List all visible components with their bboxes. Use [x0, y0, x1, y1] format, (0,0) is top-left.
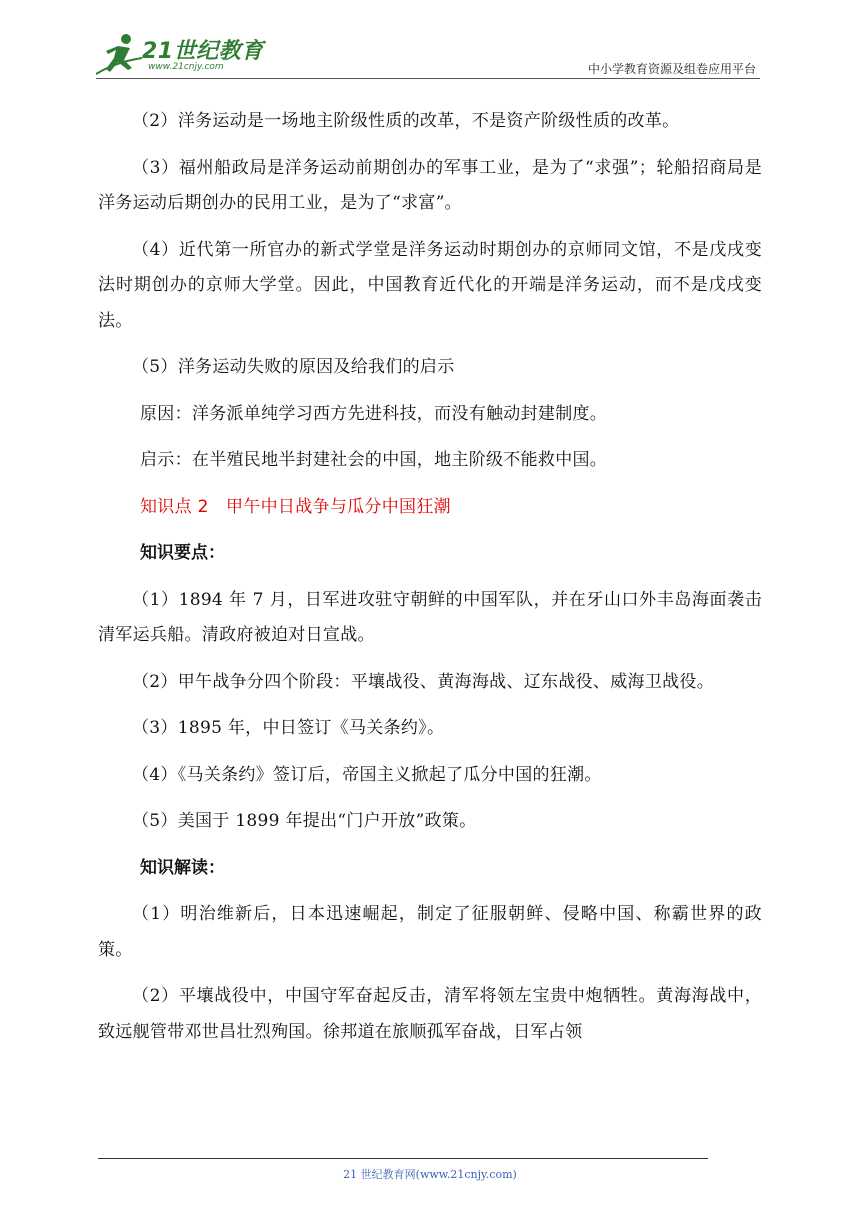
key-point: （3）1895 年，中日签订《马关条约》。	[132, 718, 445, 738]
interpretation-item: （2）平壤战役中，中国守军奋起反击，清军将领左宝贵中炮牺牲。黄海海战中，致远舰管带邓世昌壮烈殉国。徐邦道在旅顺孤军奋战，日军占领	[98, 986, 762, 1042]
key-point: （5）美国于 1899 年提出“门户开放”政策。	[132, 811, 477, 831]
logo-url: www.21cnjy.com	[148, 62, 224, 72]
platform-tagline: 中小学教育资源及组卷应用平台	[587, 62, 756, 76]
key-points-heading: 知识要点：	[140, 543, 225, 563]
page-footer[interactable]: 21 世纪教育网(www.21cnjy.com)	[343, 1168, 517, 1181]
footer-divider	[98, 1158, 708, 1159]
paragraph-reason: 原因：洋务派单纯学习西方先进科技，而没有触动封建制度。	[140, 403, 608, 424]
document-body	[98, 104, 762, 1061]
section-title: 知识点 2 甲午中日战争与瓜分中国狂潮	[140, 496, 451, 517]
interpretation-heading: 知识解读：	[140, 857, 225, 878]
page-header	[96, 28, 760, 80]
runner-icon	[96, 32, 144, 76]
paragraph: （3）福州船政局是洋务运动前期创办的军事工业，是为了“求强”；轮船招商局是洋务运动后期创办的民用工业，是为了“求富”。	[98, 157, 762, 213]
paragraph: （5）洋务运动失败的原因及给我们的启示	[132, 357, 455, 377]
site-logo[interactable]	[96, 32, 266, 76]
paragraph: （2）洋务运动是一场地主阶级性质的改革，不是资产阶级性质的改革。	[132, 111, 680, 131]
interpretation-item: （1）明治维新后，日本迅速崛起，制定了征服朝鲜、侵略中国、称霸世界的政策。	[98, 904, 762, 960]
paragraph: （4）近代第一所官办的新式学堂是洋务运动时期创办的京师同文馆，不是戊戌变法时期创办的京师大学堂。因此，中国教育近代化的开端是洋务运动，而不是戊戌变法。	[98, 239, 762, 331]
paragraph-lesson: 启示：在半殖民地半封建社会的中国，地主阶级不能救中国。	[140, 450, 608, 470]
logo-text: 21世纪教育	[142, 39, 264, 64]
key-point: （4）《马关条约》签订后，帝国主义掀起了瓜分中国的狂潮。	[132, 764, 602, 785]
key-point: （2）甲午战争分四个阶段：平壤战役、黄海海战、辽东战役、威海卫战役。	[132, 671, 715, 692]
key-point: （1）1894 年 7 月，日军进攻驻守朝鲜的中国军队，并在牙山口外丰岛海面袭击清军运兵船。清政府被迫对日宣战。	[98, 589, 762, 645]
header-divider	[96, 78, 760, 79]
